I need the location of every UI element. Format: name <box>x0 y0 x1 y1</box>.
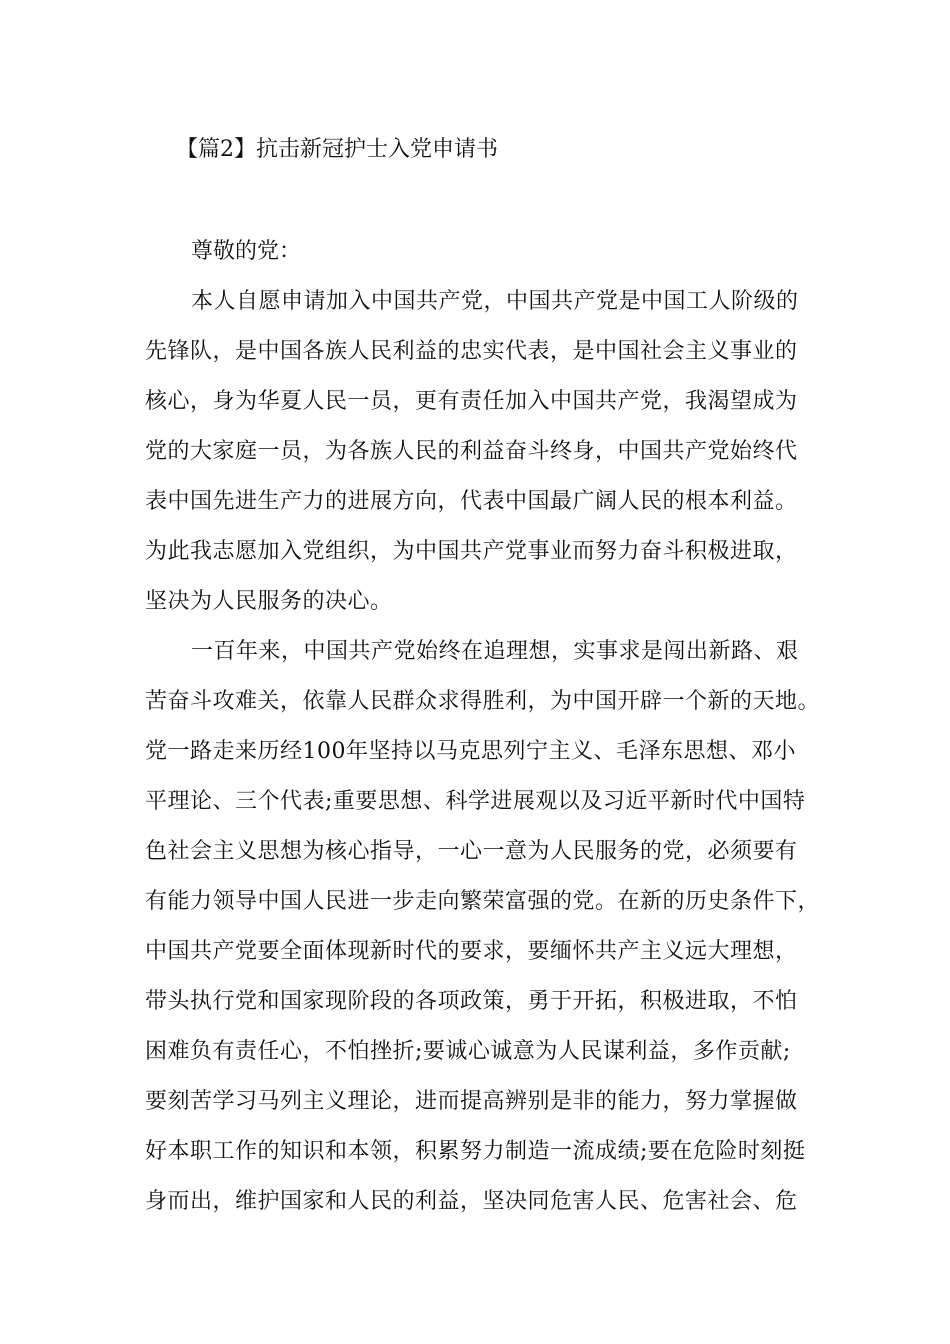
body-line: 平理论、三个代表;重要思想、科学进展观以及习近平新时代中国特 <box>145 789 806 814</box>
body-line: 坚决为人民服务的决心。 <box>145 589 393 614</box>
body-line: 先锋队，是中国各族人民利益的忠实代表，是中国社会主义事业的 <box>145 339 798 364</box>
body-line: 中国共产党要全面体现新时代的要求，要缅怀共产主义远大理想， <box>145 939 798 964</box>
body-line: 苦奋斗攻难关，依靠人民群众求得胜利，为中国开辟一个新的天地。 <box>145 689 821 714</box>
body-line: 党的大家庭一员，为各族人民的利益奋斗终身，中国共产党始终代 <box>145 439 798 464</box>
body-line: 带头执行党和国家现阶段的各项政策，勇于开拓，积极进取，不怕 <box>145 989 798 1014</box>
body-line: 为此我志愿加入党组织，为中国共产党事业而努力奋斗积极进取， <box>145 539 798 564</box>
body-line: 困难负有责任心，不怕挫折;要诚心诚意为人民谋利益，多作贡献; <box>145 1039 791 1064</box>
salutation: 尊敬的党： <box>191 239 302 264</box>
document-title: 【篇2】抗击新冠护士入党申请书 <box>176 137 498 162</box>
body-line: 表中国先进生产力的进展方向，代表中国最广阔人民的根本利益。 <box>145 489 798 514</box>
body-line: 有能力领导中国人民进一步走向繁荣富强的党。在新的历史条件下， <box>145 889 821 914</box>
body-line: 一百年来，中国共产党始终在追理想，实事求是闯出新路、艰 <box>191 639 799 664</box>
body-line: 本人自愿申请加入中国共产党，中国共产党是中国工人阶级的 <box>191 289 799 314</box>
body-line: 党一路走来历经100年坚持以马克思列宁主义、毛泽东思想、邓小 <box>145 739 796 764</box>
body-line: 要刻苦学习马列主义理论，进而提高辨别是非的能力，努力掌握做 <box>145 1089 798 1114</box>
body-line: 好本职工作的知识和本领，积累努力制造一流成绩;要在危险时刻挺 <box>145 1139 806 1164</box>
body-line: 色社会主义思想为核心指导，一心一意为人民服务的党，必须要有 <box>145 839 798 864</box>
body-line: 核心，身为华夏人民一员，更有责任加入中国共产党，我渴望成为 <box>145 389 798 414</box>
body-line: 身而出，维护国家和人民的利益，坚决同危害人民、危害社会、危 <box>145 1189 798 1214</box>
